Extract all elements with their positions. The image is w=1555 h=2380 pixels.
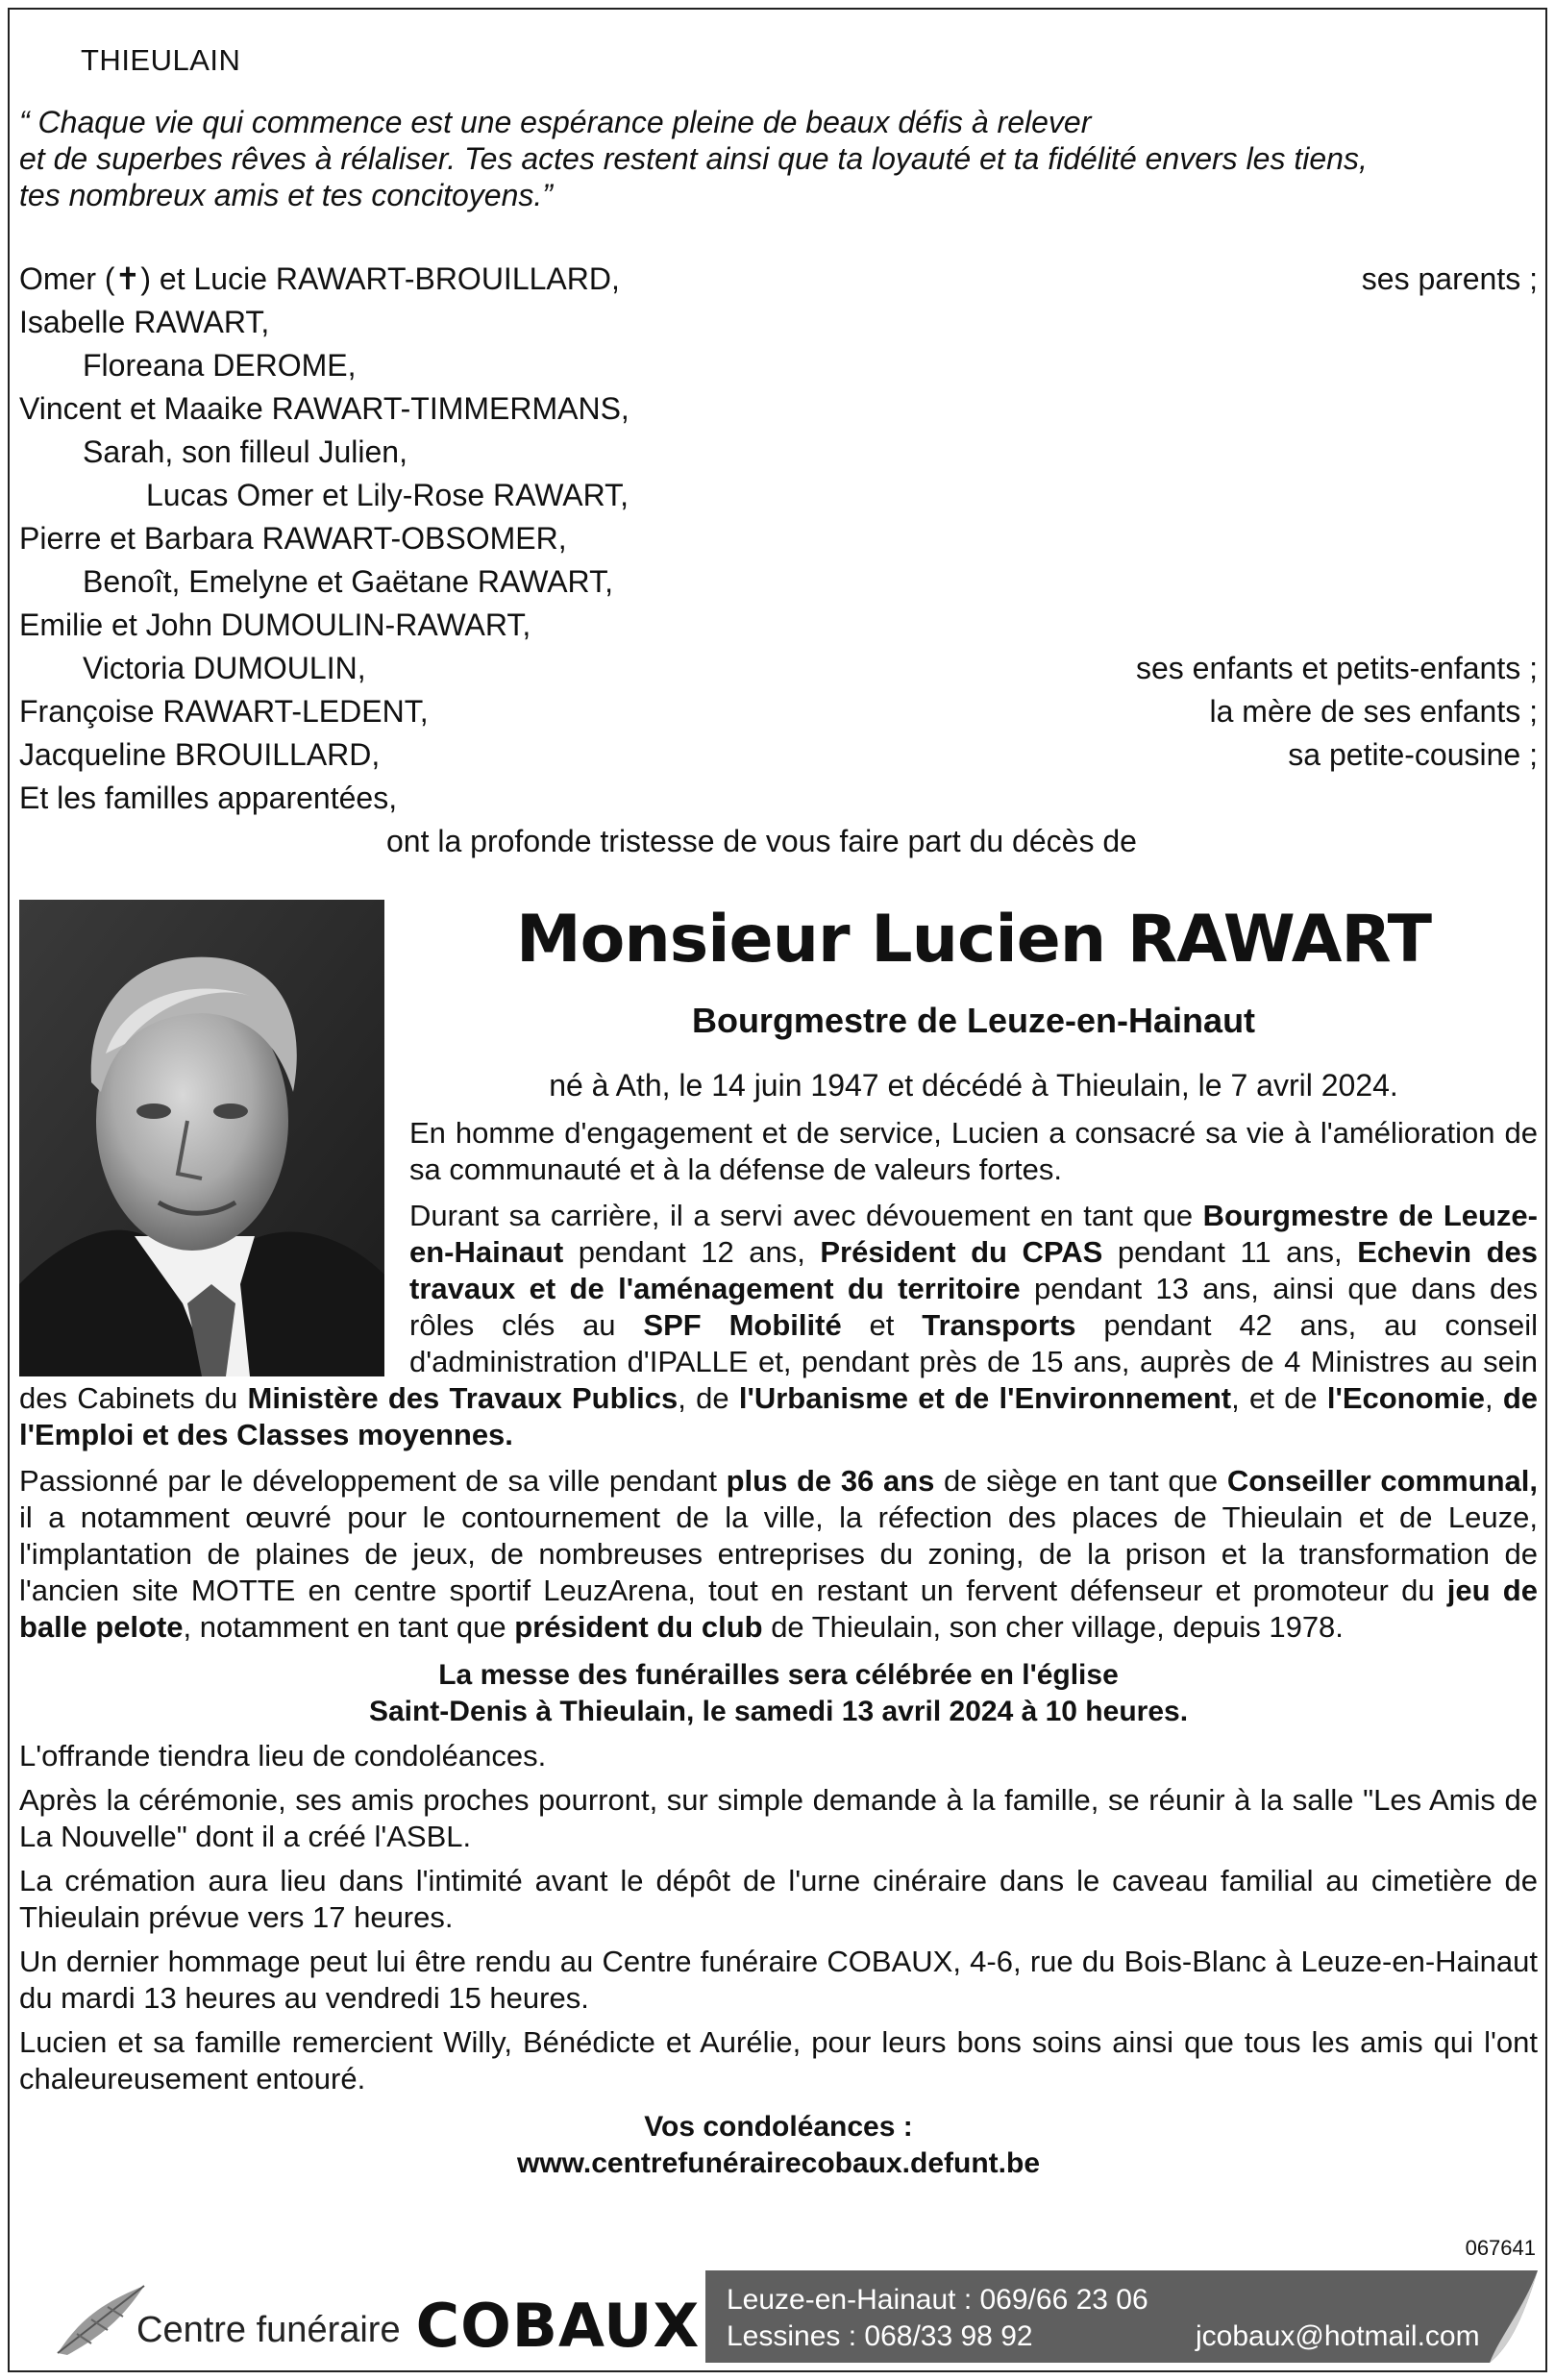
family-row [19, 733, 1538, 777]
note-paragraph: L'offrande tiendra lieu de condoléances. [19, 1739, 547, 1773]
text: , notamment en tant que [183, 1610, 515, 1644]
text: , [1484, 1381, 1503, 1415]
announcement: ont la profonde tristesse de vous faire part du décès de [386, 824, 1137, 858]
page-curl-icon [1470, 2270, 1538, 2363]
family-name: Et les familles apparentées, [19, 781, 398, 815]
family-row [19, 387, 1538, 431]
text: Passionné par le développement de sa ville pendant [19, 1464, 727, 1498]
family-row [19, 690, 1538, 733]
bold-text: SPF Mobilité [643, 1308, 842, 1342]
text: , de [678, 1381, 739, 1415]
obituary-frame [8, 8, 1547, 2372]
family-row [19, 777, 1538, 820]
text: Durant sa carrière, il a servi avec dévouement en tant que [409, 1199, 1203, 1232]
family-name: Jacqueline BROUILLARD, [19, 737, 381, 772]
family-row [19, 344, 1538, 387]
family-relation: ses parents ; [1361, 261, 1538, 296]
family-row [19, 474, 1538, 517]
bold-text: l'Economie [1326, 1381, 1485, 1415]
deceased-dates: né à Ath, le 14 juin 1947 et décédé à Thieulain, le 7 avril 2024. [549, 1068, 1398, 1103]
family-relation: la mère de ses enfants ; [1209, 694, 1538, 729]
quote [19, 104, 1538, 213]
contact-email[interactable]: jcobaux@hotmail.com [1196, 2320, 1480, 2352]
funeral-info [19, 1657, 1538, 1730]
family-list [19, 258, 1538, 863]
family-row [19, 560, 1538, 604]
family-row [19, 301, 1538, 344]
family-relation: sa petite-cousine ; [1288, 737, 1538, 772]
text: de siège en tant que [934, 1464, 1227, 1498]
quote-line: tes nombreux amis et tes concitoyens.” [19, 178, 553, 212]
bold-text: Echevin des travaux et de l'aménagement du territoire [409, 1235, 1538, 1305]
main-section [19, 900, 1538, 2182]
family-name: Omer (✝) et Lucie RAWART-BROUILLARD, [19, 261, 620, 296]
text: de Thieulain, son cher village, depuis 1978. [762, 1610, 1344, 1644]
bold-text: l'Urbanisme et de l'Environnement [738, 1381, 1232, 1415]
obituary-content [19, 42, 1538, 2182]
bold-text: Ministère des Travaux Publics [247, 1381, 679, 1415]
portrait-photo [19, 900, 384, 1376]
bold-text: Transports [922, 1308, 1076, 1342]
brand-prefix: Centre funéraire [136, 2310, 401, 2350]
bold-text: de l'Emploi et des Classes moyennes. [19, 1381, 1539, 1451]
family-name: Floreana DEROME, [83, 348, 357, 383]
text: il a notamment œuvré pour le contournement de la ville, la réfection des places de Thieulain et de Leuze, l'implantation de plaines de jeux, de nombreuses entreprises du zoning, de la prison et la transformation de l'ancien site MOTTE en centre sportif LeuzArena, tout en restant un fervent défenseur et promoteur du [19, 1500, 1538, 1607]
note-paragraph: Lucien et sa famille remercient Willy, Bénédicte et Aurélie, pour leurs bons soins ainsi que tous les amis qui l'ont chaleureusement entouré. [19, 2025, 1538, 2095]
family-name: Victoria DUMOULIN, [83, 651, 366, 685]
contact-box [705, 2270, 1538, 2363]
portrait-image [19, 900, 384, 1376]
reference-number: 067641 [1465, 2236, 1536, 2260]
condolences [19, 2109, 1538, 2182]
family-name: Isabelle RAWART, [19, 305, 270, 339]
bold-text: plus de 36 ans [726, 1464, 935, 1498]
deceased-name: Monsieur Lucien RAWART [515, 902, 1432, 978]
condolences-link[interactable]: www.centrefunérairecobaux.defunt.be [517, 2147, 1040, 2179]
quote-line: et de superbes rêves à rélaliser. Tes actes restent ainsi que ta loyauté et ta fidélité envers les tiens, [19, 141, 1368, 176]
contact-phone-lessines: Lessines : 068/33 98 92 [727, 2320, 1033, 2352]
bold-text: jeu de balle pelote [19, 1574, 1538, 1644]
family-row [19, 431, 1538, 474]
family-name: Sarah, son filleul Julien, [83, 434, 407, 469]
funeral-home-logo [48, 2276, 721, 2363]
bold-text: président du club [514, 1610, 763, 1644]
note-paragraph: La crémation aura lieu dans l'intimité avant le dépôt de l'urne cinéraire dans le caveau familial au cimetière de Thieulain prévue vers 17 heures. [19, 1864, 1538, 1934]
family-name: Lucas Omer et Lily-Rose RAWART, [146, 478, 629, 512]
text: pendant 42 ans, au conseil d'administration d'IPALLE et, pendant près de 15 ans, auprès de 4 Ministres au sein des Cabinets du [19, 1308, 1538, 1415]
text: pendant 13 ans, ainsi que dans des rôles clés au [409, 1272, 1538, 1342]
text: pendant 12 ans, [563, 1235, 821, 1269]
deceased-role: Bourgmestre de Leuze-en-Hainaut [691, 1001, 1256, 1040]
family-name: Françoise RAWART-LEDENT, [19, 694, 429, 729]
family-name: Emilie et John DUMOULIN-RAWART, [19, 607, 531, 642]
family-name: Vincent et Maaike RAWART-TIMMERMANS, [19, 391, 629, 426]
family-row [19, 517, 1538, 560]
funeral-line: La messe des funérailles sera célébrée en l'église [438, 1659, 1119, 1691]
family-row [19, 604, 1538, 647]
text: , et de [1231, 1381, 1327, 1415]
quote-line: “ Chaque vie qui commence est une espérance pleine de beaux défis à relever [19, 105, 1092, 139]
bold-text: Président du CPAS [820, 1235, 1103, 1269]
bio-paragraph-3 [19, 1463, 1538, 1646]
family-row [19, 647, 1538, 690]
family-relation: ses enfants et petits-enfants ; [1135, 651, 1538, 685]
note-paragraph: Après la cérémonie, ses amis proches pourront, sur simple demande à la famille, se réunir à la salle "Les Amis de La Nouvelle" dont il a créé l'ASBL. [19, 1783, 1538, 1853]
family-row [19, 258, 1538, 301]
bold-text: Conseiller communal, [1226, 1464, 1538, 1498]
family-name: Benoît, Emelyne et Gaëtane RAWART, [83, 564, 613, 599]
text: pendant 11 ans, [1102, 1235, 1358, 1269]
contact-phone-leuze: Leuze-en-Hainaut : 069/66 23 06 [727, 2284, 1148, 2316]
bio-paragraph-1: En homme d'engagement et de service, Lucien a consacré sa vie à l'amélioration de sa communauté et à la défense de valeurs fortes. [409, 1116, 1538, 1186]
brand-name: COBAUX [415, 2291, 701, 2361]
condolences-label: Vos condoléances : [644, 2111, 913, 2143]
family-name: Pierre et Barbara RAWART-OBSOMER, [19, 521, 567, 556]
funeral-line: Saint-Denis à Thieulain, le samedi 13 avril 2024 à 10 heures. [368, 1696, 1189, 1727]
funeral-home-footer [19, 2270, 1540, 2363]
bold-text: Bourgmestre de Leuze-en-Hainaut [409, 1199, 1538, 1269]
town-heading: THIEULAIN [81, 43, 241, 77]
text: et [841, 1308, 923, 1342]
note-paragraph: Un dernier hommage peut lui être rendu au Centre funéraire COBAUX, 4-6, rue du Bois-Blanc à Leuze-en-Hainaut du mardi 13 heures au vendredi 15 heures. [19, 1945, 1538, 2015]
